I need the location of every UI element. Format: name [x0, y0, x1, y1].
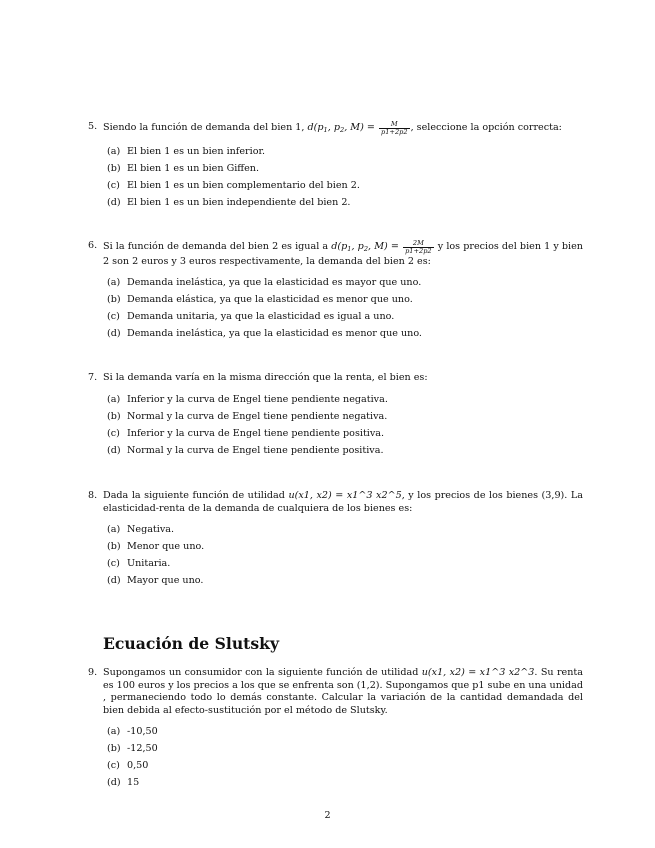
question-stem: Si la demanda varía en la misma dirección que la renta, el bien es: [103, 372, 428, 383]
option-a: (a) Negativa. [107, 524, 175, 536]
question-9 [88, 667, 583, 794]
option-b: (b) Menor que uno. [107, 541, 205, 553]
question-7 [88, 372, 583, 462]
question-number: 8. [88, 490, 98, 501]
options-list [107, 524, 583, 592]
options-list [107, 146, 583, 214]
math-fraction: $\frac{M}{p1+2p2}$ [381, 120, 408, 136]
option-c: (c) 0,50 [107, 760, 149, 772]
question-6 [88, 240, 583, 345]
option-c: (c) El bien 1 es un bien complementario del bien 2. [107, 179, 360, 191]
question-number: 7. [88, 372, 98, 383]
math-expression: $d(p_1$, $p_2$, M) = [331, 241, 403, 253]
math-expression: $d(p_1$, $p_2$, M) = [307, 122, 379, 134]
options-list [107, 726, 583, 794]
options-list [107, 277, 583, 345]
option-d: (d) Mayor que uno. [107, 575, 204, 587]
section-title: Ecuación de Slutsky [103, 634, 280, 653]
option-a: (a) El bien 1 es un bien inferior. [107, 145, 266, 157]
question-5 [88, 121, 583, 214]
option-b: (b) El bien 1 es un bien Giffen. [107, 162, 260, 174]
option-a: (a) -10,50 [107, 726, 158, 738]
question-number: 6. [88, 240, 98, 251]
question-stem: Si la función de demanda del bien 2 es igual a $d(p_1$, $p_2$, M) = $\frac{2M}{p1+2p2}$ y los precios del bien 1 y bien 2 son 2 euros y 3 euros respectivamente, la demanda del bien 2 es: [103, 239, 583, 267]
option-b: (b) Normal y la curva de Engel tiene pendiente negativa. [107, 410, 388, 422]
question-number: 5. [88, 121, 98, 132]
option-c: (c) Inferior y la curva de Engel tiene pendiente positiva. [107, 427, 385, 439]
option-b: (b) -12,50 [107, 743, 158, 755]
question-number: 9. [88, 667, 98, 678]
math-expression: u(x1, x2) = x1^3 x2^5 [288, 490, 402, 501]
option-b: (b) Demanda elástica, ya que la elasticidad es menor que uno. [107, 294, 413, 306]
question-8 [88, 490, 583, 592]
option-d: (d) Normal y la curva de Engel tiene pendiente positiva. [107, 444, 384, 456]
option-c: (c) Demanda unitaria, ya que la elasticidad es igual a uno. [107, 311, 395, 323]
math-expression: u(x1, x2) = x1^3 x2^3 [421, 667, 535, 678]
question-stem: Supongamos un consumidor con la siguiente función de utilidad u(x1, x2) = x1^3 x2^3. Su renta es 100 euros y los precios a los que se enfrenta son (1,2). Supongamos que p1 sube en una unidad , permaneciendo todo lo demás constante. Calcular la variación de la cantidad demandada del bien debida al efecto-sustitución por el método de Slutsky. [103, 667, 583, 716]
option-d: (d) El bien 1 es un bien independiente del bien 2. [107, 196, 351, 208]
question-stem: Dada la siguiente función de utilidad u(x1, x2) = x1^3 x2^5, y los precios de los bienes (3,9). La elasticidad-renta de la demanda de cualquiera de los bienes es: [103, 490, 583, 514]
option-a: (a) Demanda inelástica, ya que la elasticidad es mayor que uno. [107, 277, 422, 289]
option-a: (a) Inferior y la curva de Engel tiene pendiente negativa. [107, 393, 388, 405]
option-c: (c) Unitaria. [107, 558, 171, 570]
page-number: 2 [324, 810, 331, 821]
option-d: (d) 15 [107, 777, 140, 789]
option-d: (d) Demanda inelástica, ya que la elasticidad es menor que uno. [107, 328, 422, 340]
options-list [107, 394, 583, 462]
math-fraction: $\frac{2M}{p1+2p2}$ [405, 239, 432, 255]
question-stem: Siendo la función de demanda del bien 1, $d(p_1$, $p_2$, M) = $\frac{M}{p1+2p2}$ , seleccione la opción correcta: [103, 120, 562, 136]
